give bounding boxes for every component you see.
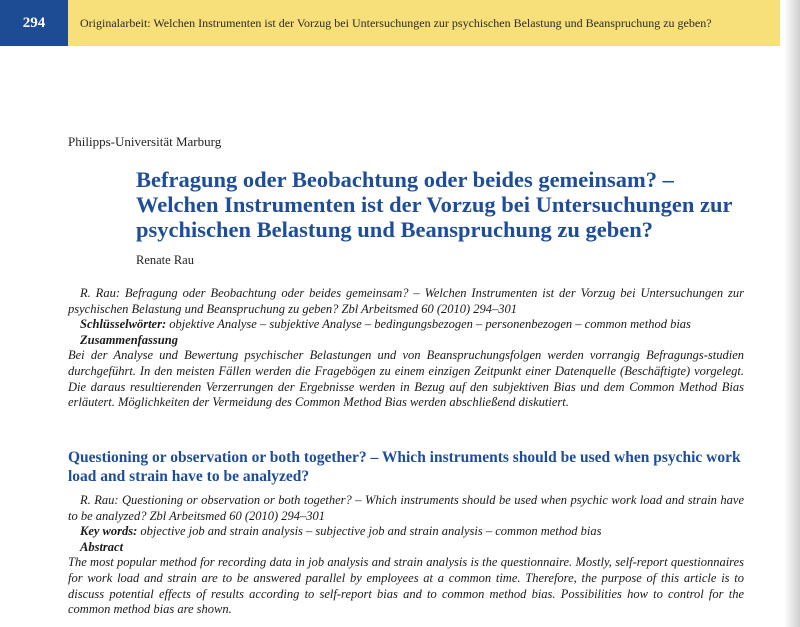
keywords-text: objective job and strain analysis – subjective job and strain analysis – common method bias [137, 524, 602, 539]
german-keywords [68, 317, 744, 333]
affiliation: Philipps-Universität Marburg [68, 134, 222, 149]
english-title: Questioning or observation or both together? – Which instruments should be used when psychic work load and strain have to be analyzed? [68, 449, 741, 485]
english-abstract-text: The most popular method for recording data in job analysis and strain analysis is the questionnaire. Mostly, self-report questionnaires for work load and strain are to be answered parallel by employees at a common time. Therefore, the purpose of this article is to discuss potential effects of results according to self-report bias and to common method bias. Possibilities how to control for the common method bias are shown. [68, 555, 744, 617]
german-abstract-text: Bei der Analyse und Bewertung psychischer Belastungen und von Beanspruchungsfolgen werden vorrangig Befragungs-studien durchgeführt. In den meisten Fällen werden die Fragebögen zu einem einzigen Zeitpunkt einer Datenquelle (Beschäftigte) vorgelegt. Die daraus resultierenden Verzerrungen der Ergebnisse werden in Bezug auf den subjektiven Bias und dem Common Method Bias erläutert. Möglichkeiten der Vermeidung des Common Method Bias werden abschließend diskutiert. [68, 348, 744, 410]
keywords-label: Schlüsselwörter: [80, 317, 167, 332]
article-title [136, 167, 766, 242]
english-citation: R. Rau: Questioning or observation or both together? – Which instruments should be used when psychic work load and strain have to be analyzed? Zbl Arbeitsmed 60 (2010) 294–301 [68, 493, 744, 523]
english-abstract-heading: Abstract [80, 539, 124, 554]
running-title: Originalarbeit: Welchen Instrumenten ist der Vorzug bei Untersuchungen zur psychischen Belastung und Beanspruchung zu geben? [80, 16, 712, 30]
title-line: Befragung oder Beobachtung oder beides gemeinsam? – [136, 167, 674, 192]
german-abstract-heading: Zusammenfassung [80, 332, 178, 347]
running-header [0, 0, 780, 46]
page-number: 294 [0, 0, 68, 46]
english-keywords [68, 524, 744, 540]
page-edge-shadow [784, 0, 800, 627]
keywords-text: objektive Analyse – subjektive Analyse – bedingungsbezogen – personenbezogen – common method bias [166, 317, 691, 332]
german-citation: R. Rau: Befragung oder Beobachtung oder beides gemeinsam? – Welchen Instrumenten ist der Vorzug bei Untersuchungen zur psychischen Belastung und Beanspruchung zu geben? Zbl Arbeitsmed 60 (2010) 294–301 [68, 286, 744, 316]
keywords-label: Key words: [80, 524, 138, 539]
german-abstract-section [68, 286, 744, 411]
title-line: psychischen Belastung und Beanspruchung zu geben? [136, 217, 654, 242]
author-name: Renate Rau [136, 253, 194, 267]
english-abstract-section [68, 493, 744, 618]
title-line: Welchen Instrumenten ist der Vorzug bei Untersuchungen zur [136, 192, 733, 217]
